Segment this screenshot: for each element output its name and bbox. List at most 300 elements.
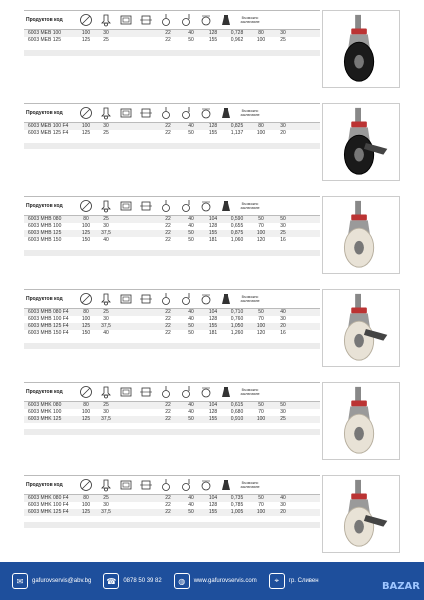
- spec-cell: 22: [165, 502, 171, 508]
- swivel-radius-icon: [156, 11, 176, 29]
- spec-cell: 50: [188, 230, 194, 236]
- spec-cell: 22: [165, 409, 171, 415]
- spec-cell: 40: [188, 502, 194, 508]
- swivel-radius-icon: [156, 476, 176, 494]
- spec-cell: 40: [188, 495, 194, 501]
- product-code-cell: 6003 MEB 125: [28, 37, 62, 43]
- spec-cell: 40: [188, 409, 194, 415]
- spec-cell: 100: [256, 509, 266, 515]
- product-code-cell: 6003 MHK 125: [28, 416, 62, 422]
- table-row: [24, 402, 320, 409]
- mail-icon: ✉: [12, 573, 28, 589]
- table-header: [24, 382, 320, 402]
- plate-icon: [136, 476, 156, 494]
- weight-icon: [216, 104, 236, 122]
- spec-cell: [136, 416, 156, 423]
- product-code-heading: Продуктов код: [26, 203, 63, 209]
- spec-cell: 0,680: [230, 409, 244, 415]
- spec-cell: [136, 130, 156, 137]
- spec-cell: 20: [280, 323, 286, 329]
- wheel-width-icon: [96, 383, 116, 401]
- wheel-width-icon: [96, 104, 116, 122]
- diameter-icon: [76, 383, 96, 401]
- divider: [24, 429, 320, 435]
- spec-cell: [136, 330, 156, 337]
- spec-cell: 25: [103, 402, 109, 408]
- spec-cell: 20: [280, 509, 286, 515]
- product-code-cell: 6003 MHK 125 F4: [28, 509, 69, 515]
- product-code-cell: 6003 MHB 150 F4: [28, 330, 69, 336]
- lock-note: Възможно заключване: [240, 481, 260, 489]
- weight-icon: [216, 476, 236, 494]
- spec-cell: 22: [165, 230, 171, 236]
- spec-cell: 80: [258, 30, 264, 36]
- offset-icon: [176, 290, 196, 308]
- table-row: [24, 330, 320, 337]
- product-section: [0, 190, 424, 278]
- spec-cell: [116, 316, 136, 323]
- spec-cell: 0,962: [230, 37, 244, 43]
- spec-cell: 70: [258, 502, 264, 508]
- spec-cell: 40: [188, 223, 194, 229]
- spec-cell: 80: [83, 402, 89, 408]
- spec-cell: 25: [280, 416, 286, 422]
- spec-cell: 37,5: [101, 416, 111, 422]
- spec-cell: 155: [208, 130, 218, 136]
- offset-icon: [176, 476, 196, 494]
- spec-cell: 100: [256, 230, 266, 236]
- product-code-cell: 6003 MHB 150: [28, 237, 62, 243]
- spec-cell: [116, 237, 136, 244]
- spec-cell: 30: [103, 409, 109, 415]
- spec-cell: 70: [258, 223, 264, 229]
- spec-cell: [136, 30, 156, 37]
- spec-cell: [116, 323, 136, 330]
- spec-cell: 155: [208, 323, 218, 329]
- spec-cell: 0,785: [230, 502, 244, 508]
- spec-cell: 104: [208, 309, 218, 315]
- spec-cell: [116, 502, 136, 509]
- spec-cell: 50: [258, 216, 264, 222]
- spec-cell: [136, 409, 156, 416]
- product-section: [0, 283, 424, 371]
- spec-cell: 155: [208, 230, 218, 236]
- spec-cell: 40: [188, 316, 194, 322]
- web-contact[interactable]: [174, 573, 257, 589]
- spec-cell: [136, 495, 156, 502]
- location-pin-icon: ⌖: [269, 573, 285, 589]
- spec-cell: 37,5: [101, 323, 111, 329]
- spec-cell: 0,760: [230, 316, 244, 322]
- divider: [24, 50, 320, 56]
- spec-cell: 0,875: [230, 230, 244, 236]
- product-code-cell: 6003 MEB 125 F4: [28, 130, 69, 136]
- city-text: гр. Сливен: [288, 578, 319, 584]
- spec-cell: 25: [280, 37, 286, 43]
- caster-photo: [322, 196, 400, 274]
- product-code-cell: 6003 MHB 100 F4: [28, 316, 69, 322]
- spec-cell: [116, 495, 136, 502]
- spec-cell: 0,735: [230, 495, 244, 501]
- spec-cell: 25: [280, 230, 286, 236]
- spec-cell: 1,050: [230, 323, 244, 329]
- wheel-width-icon: [96, 11, 116, 29]
- spec-cell: 40: [103, 237, 109, 243]
- product-code-heading: Продуктов код: [26, 110, 63, 116]
- spec-cell: 22: [165, 309, 171, 315]
- spec-cell: [116, 402, 136, 409]
- spec-cell: 50: [258, 402, 264, 408]
- spec-cell: [136, 509, 156, 516]
- spec-cell: 40: [188, 30, 194, 36]
- product-code-cell: 6003 MHB 100: [28, 223, 62, 229]
- weight-icon: [216, 11, 236, 29]
- plate-icon: [136, 197, 156, 215]
- spec-cell: [116, 216, 136, 223]
- spec-cell: 70: [258, 316, 264, 322]
- contact-footer: [0, 562, 424, 600]
- bazar-watermark: BAZAR: [381, 581, 420, 592]
- spec-cell: [116, 130, 136, 137]
- spec-cell: 150: [81, 330, 91, 336]
- caster-photo: [322, 289, 400, 367]
- bearing-icon: [116, 104, 136, 122]
- bearing-icon: [116, 197, 136, 215]
- spec-cell: 100: [256, 323, 266, 329]
- location-contact: [269, 573, 319, 589]
- offset-icon: [176, 197, 196, 215]
- spec-cell: 40: [188, 309, 194, 315]
- height-icon: [196, 476, 216, 494]
- email-contact[interactable]: [12, 573, 91, 589]
- diameter-icon: [76, 476, 96, 494]
- spec-cell: 104: [208, 402, 218, 408]
- spec-cell: [136, 37, 156, 44]
- spec-cell: 30: [280, 223, 286, 229]
- spec-cell: 0,615: [230, 402, 244, 408]
- spec-cell: 40: [103, 330, 109, 336]
- diameter-icon: [76, 197, 96, 215]
- spec-cell: 30: [280, 502, 286, 508]
- lock-note: Възможно заключване: [240, 109, 260, 117]
- plate-icon: [136, 11, 156, 29]
- spec-cell: [136, 402, 156, 409]
- spec-cell: [136, 323, 156, 330]
- spec-cell: 22: [165, 509, 171, 515]
- spec-cell: 40: [188, 123, 194, 129]
- spec-cell: [116, 30, 136, 37]
- spec-cell: 30: [280, 409, 286, 415]
- spec-cell: 50: [188, 130, 194, 136]
- spec-cell: 104: [208, 216, 218, 222]
- diameter-icon: [76, 11, 96, 29]
- product-code-heading: Продуктов код: [26, 17, 63, 23]
- spec-cell: 125: [81, 509, 91, 515]
- spec-cell: 0,655: [230, 223, 244, 229]
- spec-cell: 25: [103, 309, 109, 315]
- spec-cell: 100: [81, 223, 91, 229]
- spec-cell: 125: [81, 37, 91, 43]
- spec-cell: 16: [280, 330, 286, 336]
- spec-cell: 30: [103, 123, 109, 129]
- spec-cell: 155: [208, 37, 218, 43]
- spec-cell: [116, 309, 136, 316]
- spec-cell: 22: [165, 330, 171, 336]
- wheel-width-icon: [96, 476, 116, 494]
- product-code-cell: 6003 MHB 080 F4: [28, 309, 69, 315]
- spec-cell: [136, 216, 156, 223]
- lock-note: Възможно заключване: [240, 202, 260, 210]
- phone-contact[interactable]: [103, 573, 161, 589]
- spec-cell: 155: [208, 509, 218, 515]
- spec-cell: 128: [208, 30, 218, 36]
- spec-cell: 22: [165, 316, 171, 322]
- spec-cell: 1,260: [230, 330, 244, 336]
- table-header: [24, 289, 320, 309]
- table-row: [24, 409, 320, 416]
- divider: [24, 143, 320, 149]
- spec-cell: 50: [280, 216, 286, 222]
- product-code-heading: Продуктов код: [26, 389, 63, 395]
- spec-cell: [116, 409, 136, 416]
- bearing-icon: [116, 290, 136, 308]
- spec-cell: 22: [165, 323, 171, 329]
- table-row: [24, 30, 320, 37]
- spec-cell: 155: [208, 416, 218, 422]
- table-row: [24, 123, 320, 130]
- spec-cell: 30: [103, 316, 109, 322]
- height-icon: [196, 11, 216, 29]
- spec-cell: 22: [165, 237, 171, 243]
- spec-cell: [116, 330, 136, 337]
- spec-cell: 40: [280, 309, 286, 315]
- spec-cell: 100: [256, 37, 266, 43]
- spec-cell: 128: [208, 502, 218, 508]
- table-row: [24, 216, 320, 223]
- spec-cell: 0,825: [230, 123, 244, 129]
- spec-cell: 50: [188, 323, 194, 329]
- spec-cell: 25: [103, 130, 109, 136]
- bearing-icon: [116, 476, 136, 494]
- spec-cell: 128: [208, 316, 218, 322]
- phone-icon: ☎: [103, 573, 119, 589]
- product-code-cell: 6003 MHB 125 F4: [28, 323, 69, 329]
- table-row: [24, 416, 320, 423]
- spec-cell: 22: [165, 123, 171, 129]
- spec-cell: 30: [280, 30, 286, 36]
- spec-table: [24, 382, 320, 435]
- spec-cell: 37,5: [101, 509, 111, 515]
- spec-cell: 30: [280, 316, 286, 322]
- spec-cell: 0,728: [230, 30, 244, 36]
- plate-icon: [136, 104, 156, 122]
- weight-icon: [216, 290, 236, 308]
- swivel-radius-icon: [156, 290, 176, 308]
- spec-cell: [116, 37, 136, 44]
- table-row: [24, 495, 320, 502]
- spec-cell: 50: [188, 37, 194, 43]
- spec-cell: 50: [258, 495, 264, 501]
- spec-cell: 20: [280, 130, 286, 136]
- spec-table: [24, 196, 320, 256]
- spec-cell: [136, 309, 156, 316]
- spec-cell: 80: [83, 309, 89, 315]
- spec-cell: 100: [81, 316, 91, 322]
- table-row: [24, 130, 320, 137]
- table-header: [24, 103, 320, 123]
- spec-cell: 128: [208, 123, 218, 129]
- product-code-cell: 6003 MEB 100 F4: [28, 123, 69, 129]
- spec-cell: 120: [256, 237, 266, 243]
- spec-cell: 1,137: [230, 130, 244, 136]
- spec-cell: [136, 237, 156, 244]
- spec-cell: [136, 230, 156, 237]
- spec-cell: 40: [280, 495, 286, 501]
- spec-cell: 22: [165, 37, 171, 43]
- spec-cell: 25: [103, 495, 109, 501]
- spec-table: [24, 289, 320, 349]
- spec-table: [24, 103, 320, 149]
- spec-cell: 22: [165, 30, 171, 36]
- offset-icon: [176, 383, 196, 401]
- spec-cell: 50: [188, 416, 194, 422]
- spec-cell: 16: [280, 237, 286, 243]
- diameter-icon: [76, 290, 96, 308]
- spec-cell: [116, 416, 136, 423]
- spec-cell: 120: [256, 330, 266, 336]
- spec-cell: 0,590: [230, 216, 244, 222]
- spec-table: [24, 475, 320, 528]
- spec-cell: 100: [256, 416, 266, 422]
- swivel-radius-icon: [156, 104, 176, 122]
- weight-icon: [216, 197, 236, 215]
- offset-icon: [176, 11, 196, 29]
- table-row: [24, 230, 320, 237]
- divider: [24, 343, 320, 349]
- spec-cell: 125: [81, 416, 91, 422]
- height-icon: [196, 383, 216, 401]
- spec-cell: 80: [83, 495, 89, 501]
- email-text: gafurovservis@abv.bg: [32, 578, 92, 584]
- spec-cell: 25: [103, 216, 109, 222]
- product-code-cell: 6003 MHK 080 F4: [28, 495, 69, 501]
- wheel-width-icon: [96, 197, 116, 215]
- table-row: [24, 309, 320, 316]
- spec-cell: 22: [165, 223, 171, 229]
- diameter-icon: [76, 104, 96, 122]
- spec-cell: 22: [165, 402, 171, 408]
- spec-cell: 50: [258, 309, 264, 315]
- table-row: [24, 323, 320, 330]
- spec-cell: [116, 230, 136, 237]
- phone-text: 0878 50 39 82: [123, 578, 162, 584]
- spec-cell: 1,005: [230, 509, 244, 515]
- bearing-icon: [116, 11, 136, 29]
- height-icon: [196, 197, 216, 215]
- spec-cell: 80: [258, 123, 264, 129]
- spec-cell: 22: [165, 216, 171, 222]
- spec-cell: 181: [208, 237, 218, 243]
- table-row: [24, 502, 320, 509]
- table-row: [24, 509, 320, 516]
- offset-icon: [176, 104, 196, 122]
- spec-cell: 30: [103, 223, 109, 229]
- height-icon: [196, 104, 216, 122]
- spec-cell: 150: [81, 237, 91, 243]
- swivel-radius-icon: [156, 197, 176, 215]
- caster-photo: [322, 382, 400, 460]
- product-section: [0, 376, 424, 464]
- spec-cell: 50: [188, 237, 194, 243]
- spec-cell: 0,710: [230, 309, 244, 315]
- spec-cell: 100: [81, 123, 91, 129]
- spec-cell: 0,910: [230, 416, 244, 422]
- spec-cell: 125: [81, 230, 91, 236]
- table-row: [24, 37, 320, 44]
- spec-cell: 70: [258, 409, 264, 415]
- spec-cell: [136, 502, 156, 509]
- spec-table: [24, 10, 320, 56]
- spec-cell: 30: [280, 123, 286, 129]
- spec-cell: 100: [81, 502, 91, 508]
- bearing-icon: [116, 383, 136, 401]
- table-row: [24, 223, 320, 230]
- spec-cell: 22: [165, 130, 171, 136]
- height-icon: [196, 290, 216, 308]
- spec-cell: 80: [83, 216, 89, 222]
- product-section: [0, 4, 424, 92]
- product-code-cell: 6003 MHK 100: [28, 409, 62, 415]
- spec-cell: 50: [188, 330, 194, 336]
- product-code-cell: 6003 MHB 125: [28, 230, 62, 236]
- spec-cell: 37,5: [101, 230, 111, 236]
- weight-icon: [216, 383, 236, 401]
- spec-cell: 128: [208, 223, 218, 229]
- product-code-cell: 6003 MHK 100 F4: [28, 502, 69, 508]
- product-code-heading: Продуктов код: [26, 482, 63, 488]
- caster-photo: [322, 475, 400, 553]
- caster-photo: [322, 103, 400, 181]
- spec-cell: 128: [208, 409, 218, 415]
- lock-note: Възможно заключване: [240, 388, 260, 396]
- divider: [24, 522, 320, 528]
- web-text: www.gafurovservis.com: [193, 578, 257, 584]
- table-header: [24, 196, 320, 216]
- table-header: [24, 10, 320, 30]
- spec-cell: [136, 123, 156, 130]
- spec-cell: 181: [208, 330, 218, 336]
- spec-cell: 50: [188, 509, 194, 515]
- spec-cell: [116, 509, 136, 516]
- wheel-width-icon: [96, 290, 116, 308]
- plate-icon: [136, 383, 156, 401]
- spec-cell: [116, 223, 136, 230]
- spec-cell: [136, 223, 156, 230]
- spec-cell: 1,060: [230, 237, 244, 243]
- caster-photo: [322, 10, 400, 88]
- product-code-cell: 6003 MHB 080: [28, 216, 62, 222]
- spec-cell: 25: [103, 37, 109, 43]
- product-section: [0, 469, 424, 557]
- spec-cell: [116, 123, 136, 130]
- table-row: [24, 237, 320, 244]
- spec-cell: 30: [103, 30, 109, 36]
- spec-cell: 100: [256, 130, 266, 136]
- plate-icon: [136, 290, 156, 308]
- spec-cell: 22: [165, 416, 171, 422]
- spec-cell: 104: [208, 495, 218, 501]
- lock-note: Възможно заключване: [240, 295, 260, 303]
